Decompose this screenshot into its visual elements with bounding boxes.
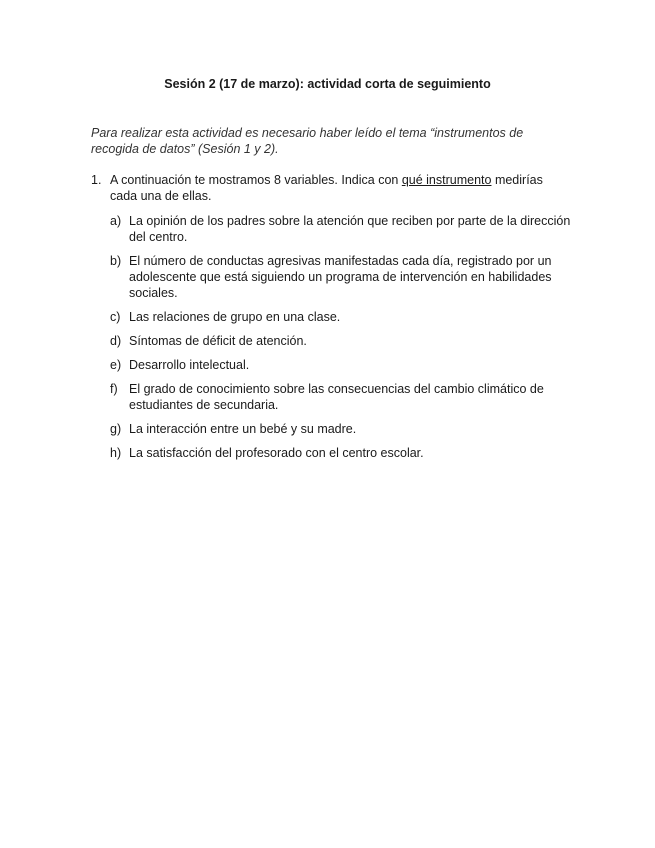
item-text: La interacción entre un bebé y su madre.	[129, 422, 357, 436]
intro-paragraph: Para realizar esta actividad es necesario haber leído el tema “instrumentos de recogida de datos” (Sesión 1 y 2).	[91, 126, 524, 156]
item-letter: g)	[110, 422, 122, 436]
question-row	[91, 172, 571, 204]
item-text: Síntomas de déficit de atención.	[129, 334, 307, 348]
document-title: Sesión 2 (17 de marzo): actividad corta de seguimiento	[164, 77, 491, 91]
item-text: La opinión de los padres sobre la atención que reciben por parte de la dirección del centro.	[129, 214, 571, 244]
item-letter: h)	[110, 446, 122, 460]
item-letter: d)	[110, 334, 122, 348]
list-item	[110, 381, 571, 413]
item-text: Las relaciones de grupo en una clase.	[129, 310, 341, 324]
item-text: El número de conductas agresivas manifestadas cada día, registrado por un adolescente que está siguiendo un programa de intervención en habilidades sociales.	[129, 254, 552, 300]
list-item	[110, 333, 571, 349]
item-text: El grado de conocimiento sobre las consecuencias del cambio climático de estudiantes de secundaria.	[129, 382, 544, 412]
question-text-after: medirías cada una de ellas.	[110, 173, 543, 203]
question-1	[91, 172, 571, 469]
variable-list	[110, 213, 571, 461]
question-text-underlined: qué instrumento	[401, 173, 492, 187]
item-text: La satisfacción del profesorado con el centro escolar.	[129, 446, 424, 460]
list-item	[110, 445, 571, 461]
question-number: 1.	[91, 173, 102, 187]
list-item	[110, 213, 571, 245]
item-letter: b)	[110, 254, 122, 268]
question-text-before: A continuación te mostramos 8 variables. Indica con	[110, 173, 402, 187]
item-text: Desarrollo intelectual.	[129, 358, 250, 372]
list-item	[110, 357, 571, 373]
list-item	[110, 421, 571, 437]
list-item	[110, 253, 571, 301]
item-letter: f)	[110, 382, 118, 396]
question-text	[110, 172, 571, 204]
item-letter: e)	[110, 358, 122, 372]
item-letter: c)	[110, 310, 121, 324]
list-item	[110, 309, 571, 325]
item-letter: a)	[110, 214, 122, 228]
